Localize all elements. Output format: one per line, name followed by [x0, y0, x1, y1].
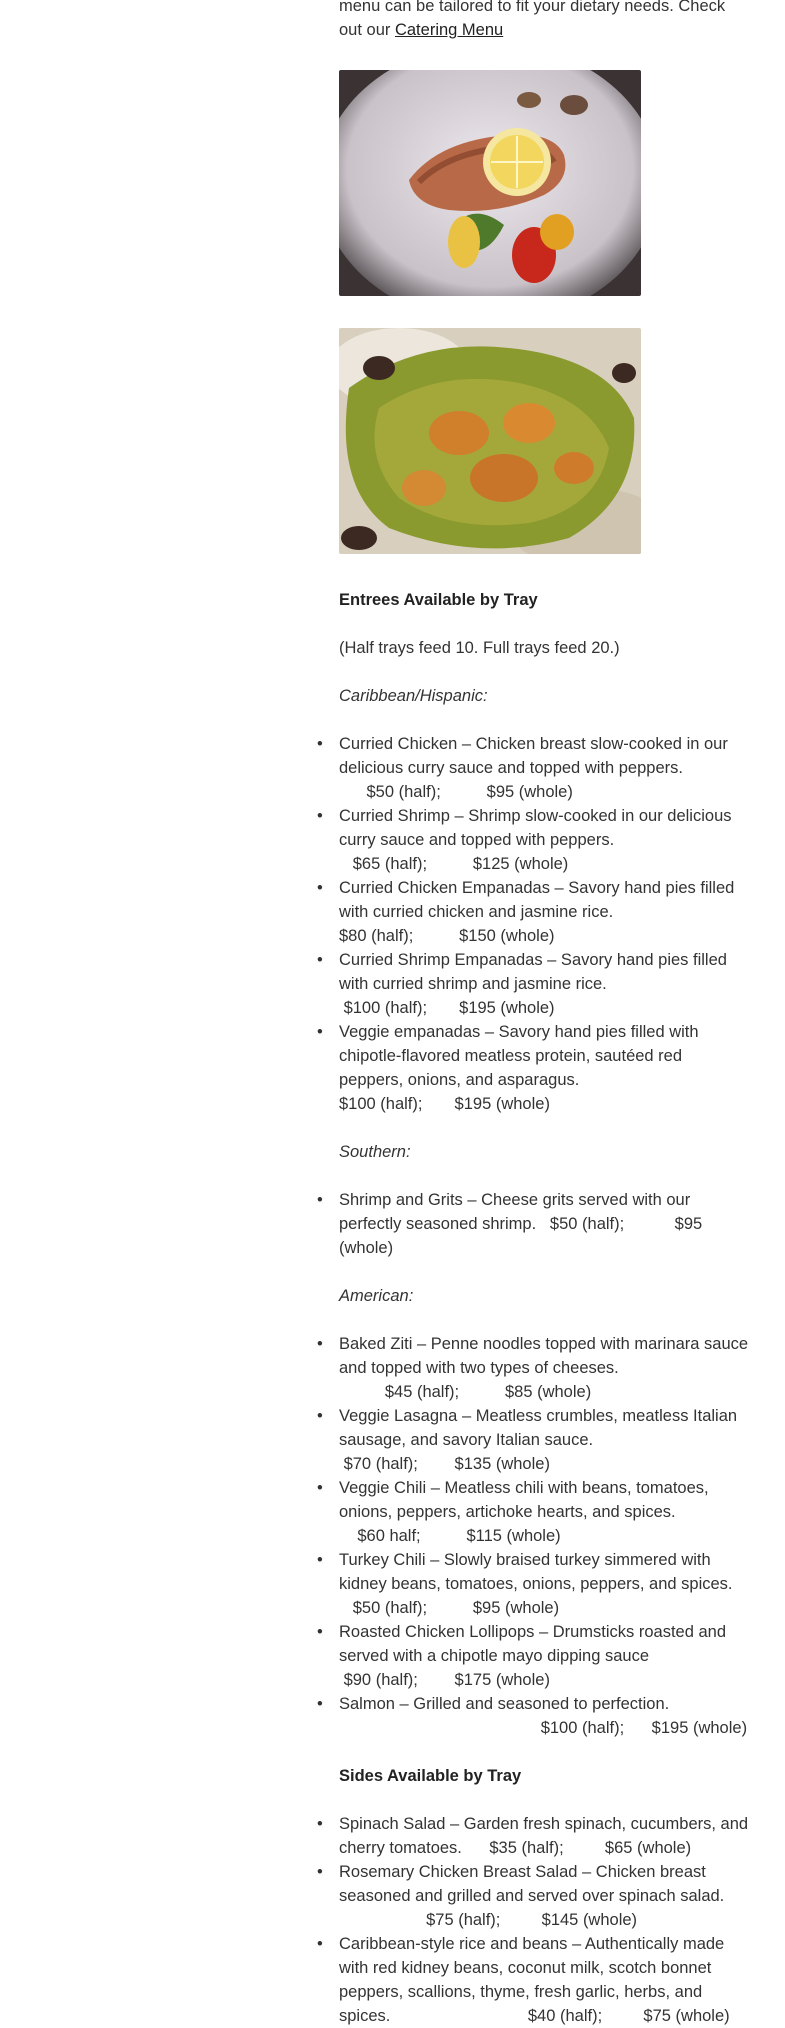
price: $50 (half); $95 (whole): [339, 783, 573, 801]
price: $65 (half); $125 (whole): [339, 855, 569, 873]
price: $100 (half); $195 (whole): [339, 999, 555, 1017]
category-american: American:: [339, 1287, 414, 1305]
salmon-plate-photo: [339, 70, 641, 296]
list-item: • Veggie empanadas – Savory hand pies filled with chipotle-flavored meatless protein, sautéed red peppers, onions, and asparagus. $100 (half); $195 (whole): [339, 1020, 749, 1116]
list-item: • Spinach Salad – Garden fresh spinach, cucumbers, and cherry tomatoes. $35 (half); $65 (whole): [339, 1812, 749, 1860]
list-item: • Curried Chicken – Chicken breast slow-cooked in our delicious curry sauce and topped with peppers. $50 (half); $95 (whole): [339, 732, 749, 804]
intro-text: [339, 0, 749, 42]
caribbean-hispanic-list: [339, 732, 749, 1116]
intro-line-1: menu can be tailored to fit your dietary needs. Check: [339, 0, 726, 15]
list-item: • Roasted Chicken Lollipops – Drumsticks roasted and served with a chipotle mayo dipping sauce $90 (half); $175 (whole): [339, 1620, 749, 1692]
list-item: • Shrimp and Grits – Cheese grits served with our perfectly seasoned shrimp. $50 (half); $95 (whole): [339, 1188, 749, 1260]
entrees-heading: Entrees Available by Tray: [339, 591, 538, 609]
price: $75 (half); $145 (whole): [339, 1911, 638, 1929]
price: $70 (half); $135 (whole): [339, 1455, 550, 1473]
category-caribbean-hispanic: Caribbean/Hispanic:: [339, 687, 488, 705]
list-item: • Curried Chicken Empanadas – Savory hand pies filled with curried chicken and jasmine rice. $80 (half); $150 (whole): [339, 876, 749, 948]
tray-serving-note: (Half trays feed 10. Full trays feed 20.): [339, 639, 620, 657]
price: $80 (half); $150 (whole): [339, 927, 555, 945]
catering-menu-link[interactable]: Catering Menu: [394, 21, 504, 39]
american-list: [339, 1332, 749, 1740]
list-item: • Curried Shrimp Empanadas – Savory hand pies filled with curried shrimp and jasmine rice. $100 (half); $195 (whole): [339, 948, 749, 1020]
price: $100 (half); $195 (whole): [339, 1095, 550, 1113]
list-item: • Veggie Lasagna – Meatless crumbles, meatless Italian sausage, and savory Italian sauce. $70 (half); $135 (whole): [339, 1404, 749, 1476]
list-item: • Caribbean-style rice and beans – Authentically made with red kidney beans, coconut milk, scotch bonnet peppers, scallions, thyme, fresh garlic, herbs, and spices. $40 (half); $75 (whole): [339, 1932, 749, 2028]
sides-list: [339, 1812, 753, 2028]
list-item: • Curried Shrimp – Shrimp slow-cooked in our delicious curry sauce and topped with peppers. $65 (half); $125 (whole): [339, 804, 749, 876]
curry-rice-photo: [339, 328, 641, 554]
list-item: • Salmon – Grilled and seasoned to perfection. $100 (half); $195 (whole): [339, 1692, 749, 1740]
sides-heading: Sides Available by Tray: [339, 1767, 522, 1785]
list-item: • Rosemary Chicken Breast Salad – Chicken breast seasoned and grilled and served over spinach salad. $75 (half); $145 (whole): [339, 1860, 749, 1932]
price: $90 (half); $175 (whole): [339, 1671, 550, 1689]
list-item: • Baked Ziti – Penne noodles topped with marinara sauce and topped with two types of cheeses. $45 (half); $85 (whole): [339, 1332, 749, 1404]
price: $60 half; $115 (whole): [339, 1527, 561, 1545]
price: $100 (half); $195 (whole): [339, 1719, 748, 1737]
intro-line-2-prefix: out our: [339, 21, 395, 39]
category-southern: Southern:: [339, 1143, 411, 1161]
price: $45 (half); $85 (whole): [339, 1383, 592, 1401]
price: $50 (half); $95 (whole): [339, 1599, 560, 1617]
list-item: • Veggie Chili – Meatless chili with beans, tomatoes, onions, peppers, artichoke hearts, and spices. $60 half; $115 (whole): [339, 1476, 749, 1548]
southern-list: [339, 1188, 749, 1260]
content-column: [339, 0, 753, 2028]
list-item: • Turkey Chili – Slowly braised turkey simmered with kidney beans, tomatoes, onions, peppers, and spices. $50 (half); $95 (whole): [339, 1548, 749, 1620]
